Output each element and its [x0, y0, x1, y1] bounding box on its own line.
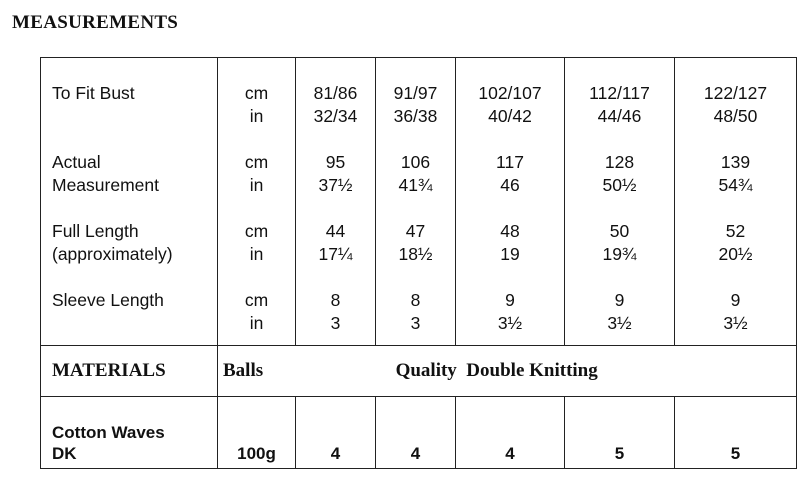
- measurement-label: [41, 312, 217, 335]
- row-spacer: [565, 197, 674, 220]
- yarn-quantity-1: 4: [296, 397, 376, 469]
- unit-cm: cm: [244, 221, 269, 241]
- row-spacer: [675, 266, 796, 289]
- row-spacer: [675, 197, 796, 220]
- value-cm: 122/127: [703, 83, 768, 103]
- value-in: 3: [330, 313, 341, 333]
- value-in: 50½: [602, 175, 637, 195]
- unit-in: in: [249, 313, 264, 333]
- value-in: 19¾: [602, 244, 637, 264]
- yarn-quantity-4: 5: [565, 397, 675, 469]
- measurement-label: [41, 105, 217, 128]
- unit-in: in: [249, 244, 264, 264]
- value-cm: 52: [725, 221, 746, 241]
- value-in: 44/46: [597, 106, 642, 126]
- size-column-4: [565, 58, 675, 346]
- value-cm: 9: [505, 290, 515, 310]
- row-spacer: [565, 266, 674, 289]
- value-in: 40/42: [488, 106, 532, 126]
- value-cm: 128: [604, 152, 635, 172]
- value-in: 3½: [607, 313, 632, 333]
- value-in: 37½: [318, 175, 353, 195]
- yarn-name-line-1: Cotton Waves: [52, 423, 165, 442]
- value-cm: 95: [325, 152, 346, 172]
- measurement-label: (approximately): [52, 244, 173, 264]
- value-cm: 50: [609, 221, 630, 241]
- value-in: 3½: [723, 313, 748, 333]
- materials-row: [41, 346, 797, 397]
- row-spacer: [296, 266, 375, 289]
- value-in: 48/50: [713, 106, 758, 126]
- value-in: 54¾: [718, 175, 753, 195]
- row-spacer: [41, 197, 217, 220]
- measurement-labels-cell: [41, 58, 218, 346]
- value-cm: 106: [400, 152, 431, 172]
- materials-label-cell: [41, 346, 218, 397]
- yarn-name-cell: [41, 397, 218, 469]
- measurements-table: [40, 57, 797, 469]
- value-cm: 9: [730, 290, 741, 310]
- value-cm: 8: [410, 290, 421, 310]
- yarn-quantity-5: 5: [675, 397, 797, 469]
- row-spacer: [218, 197, 295, 220]
- measurement-label: Full Length: [52, 221, 139, 241]
- value-in: 32/34: [313, 106, 358, 126]
- measurement-label: Measurement: [52, 175, 159, 195]
- row-spacer: [456, 266, 564, 289]
- size-column-2: [376, 58, 456, 346]
- row-spacer: [675, 128, 796, 151]
- value-in: 19: [500, 244, 520, 264]
- unit-in: in: [249, 106, 264, 126]
- value-cm: 44: [325, 221, 346, 241]
- row-spacer: [218, 128, 295, 151]
- measurements-block: [41, 58, 797, 346]
- value-cm: 91/97: [393, 83, 438, 103]
- row-spacer: [41, 266, 217, 289]
- measurement-label: Sleeve Length: [52, 290, 164, 310]
- row-spacer: [296, 128, 375, 151]
- value-in: 20½: [718, 244, 753, 264]
- row-spacer: [41, 128, 217, 151]
- value-in: 18½: [398, 244, 433, 264]
- row-spacer: [296, 197, 375, 220]
- value-in: 17¼: [318, 244, 353, 264]
- value-cm: 48: [500, 221, 520, 241]
- measurement-label: To Fit Bust: [52, 83, 135, 103]
- value-in: 3: [410, 313, 421, 333]
- yarn-row: [41, 397, 797, 469]
- page-title: MEASUREMENTS: [12, 12, 179, 33]
- value-cm: 117: [496, 152, 524, 172]
- value-cm: 81/86: [313, 83, 358, 103]
- units-cell: [218, 58, 296, 346]
- value-in: 46: [500, 175, 520, 195]
- unit-in: in: [249, 175, 264, 195]
- size-column-3: [456, 58, 565, 346]
- value-cm: 112/117: [589, 83, 650, 103]
- value-in: 36/38: [393, 106, 438, 126]
- materials-info-cell: [218, 346, 797, 397]
- row-spacer: [456, 197, 564, 220]
- unit-cm: cm: [244, 83, 269, 103]
- size-column-1: [296, 58, 376, 346]
- row-spacer: [376, 197, 455, 220]
- value-cm: 8: [330, 290, 341, 310]
- yarn-name-line-2: DK: [52, 444, 77, 463]
- row-spacer: [565, 128, 674, 151]
- measurement-label: Actual: [52, 152, 101, 172]
- unit-cm: cm: [244, 290, 269, 310]
- value-cm: 102/107: [478, 83, 542, 103]
- row-spacer: [456, 128, 564, 151]
- yarn-quantity-3: 4: [456, 397, 565, 469]
- yarn-weight: 100g: [218, 397, 296, 469]
- value-cm: 139: [720, 152, 751, 172]
- row-spacer: [376, 266, 455, 289]
- value-cm: 9: [614, 290, 625, 310]
- value-cm: 47: [405, 221, 426, 241]
- yarn-quantity-2: 4: [376, 397, 456, 469]
- row-spacer: [376, 128, 455, 151]
- materials-label: MATERIALS: [52, 360, 166, 381]
- value-in: 41¾: [398, 175, 433, 195]
- row-spacer: [218, 266, 295, 289]
- size-column-5: [675, 58, 797, 346]
- unit-cm: cm: [244, 152, 269, 172]
- balls-label: Balls: [223, 360, 264, 381]
- value-in: 3½: [497, 313, 523, 333]
- quality-label: Quality Double Knitting: [395, 360, 598, 381]
